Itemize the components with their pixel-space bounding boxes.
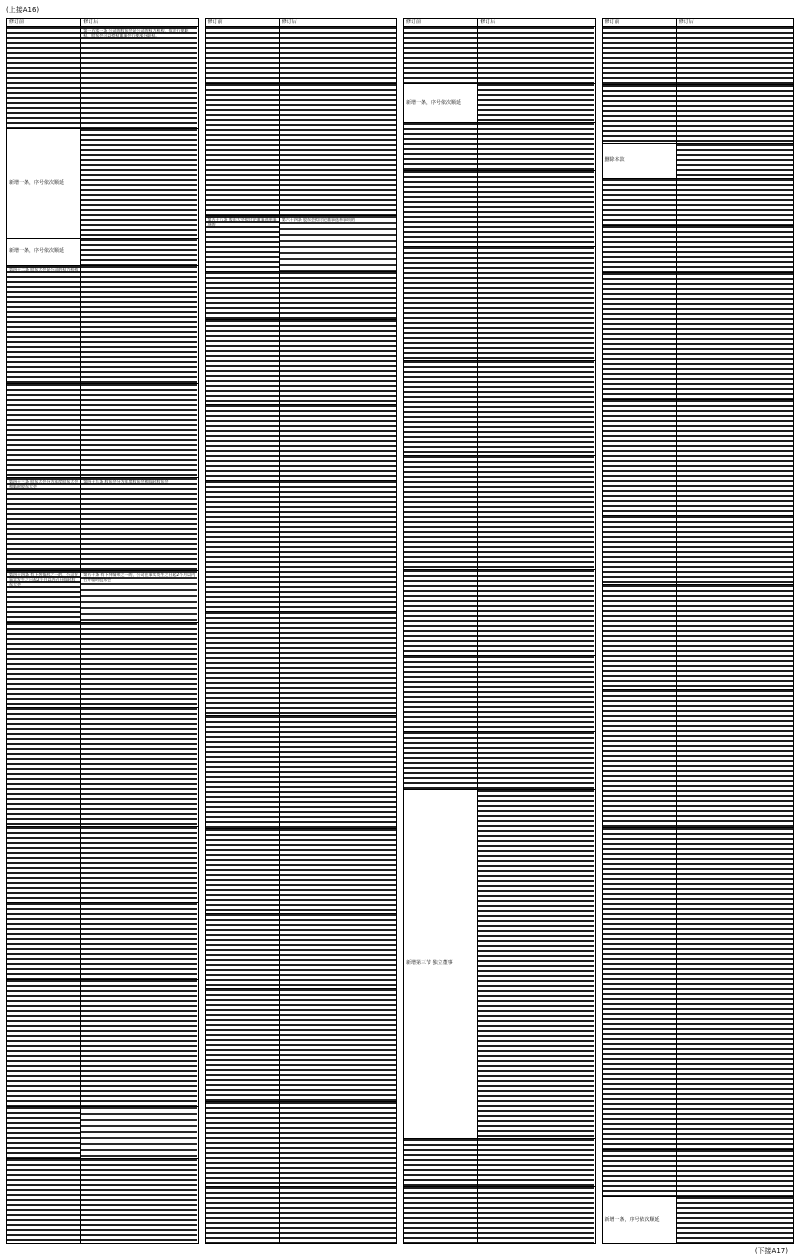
table-header: [7, 19, 198, 27]
cell-before-revision: [206, 716, 280, 828]
table-row: [206, 989, 397, 1102]
table-row: [603, 1150, 794, 1197]
cell-after-revision: [677, 585, 793, 688]
table-row: [206, 829, 397, 914]
cell-after-revision: [478, 1187, 594, 1243]
cell-after-revision: [677, 85, 793, 142]
comparison-table-2: [205, 18, 398, 1244]
cell-before-revision: [603, 27, 677, 84]
cell-after-revision: [280, 27, 396, 83]
cell-after-revision: [677, 516, 793, 585]
cell-before-revision: [603, 1150, 677, 1196]
cell-after-revision: [81, 827, 197, 903]
table-row: [206, 716, 397, 829]
table-row: [7, 903, 198, 980]
cell-after-revision: [478, 27, 594, 83]
table-row: [206, 1187, 397, 1243]
cell-after-revision: [478, 456, 594, 569]
cell-after-revision: [81, 903, 197, 979]
cell-after-revision: [280, 829, 396, 913]
cell-after-revision: [280, 320, 396, 404]
table-row: [603, 400, 794, 516]
cell-before-revision: [7, 980, 81, 1106]
cell-before-revision: [404, 456, 478, 569]
cell-before-revision: [404, 247, 478, 360]
cell-before-revision: [404, 27, 478, 83]
cell-before-revision: 第四十三条 股东大会分为年度股东大会和临时股东大会: [7, 478, 81, 571]
cell-after-revision: [81, 266, 197, 384]
header-before-revision: 修订前: [603, 19, 677, 26]
comparison-table-1: [6, 18, 199, 1244]
cell-after-revision: [478, 361, 594, 455]
cell-before-revision: [7, 1107, 81, 1157]
cell-before-revision: [404, 1187, 478, 1243]
table-row: [7, 478, 198, 572]
table-row: [404, 361, 595, 456]
cell-before-revision: [603, 179, 677, 225]
table-row: [206, 612, 397, 716]
cell-before-revision: [7, 903, 81, 979]
table-row: [404, 247, 595, 361]
table-row: [206, 481, 397, 613]
table-row: [206, 272, 397, 320]
cell-before-revision: [603, 585, 677, 688]
cell-before-revision: 新增一条，序号依次顺延: [7, 239, 81, 264]
cell-after-revision: [280, 716, 396, 828]
cell-before-revision: [206, 914, 280, 989]
table-row: [603, 585, 794, 689]
cell-after-revision: [478, 84, 594, 122]
table-row: [404, 656, 595, 732]
table-row: [603, 144, 794, 179]
cell-before-revision: [206, 405, 280, 480]
cell-after-revision: [478, 171, 594, 246]
table-row: [206, 320, 397, 405]
cell-before-revision: [404, 732, 478, 788]
header-after-revision: 修订后: [480, 19, 496, 25]
table-row: [7, 129, 198, 239]
cell-before-revision: 删除本款: [603, 144, 677, 178]
cell-before-revision: [404, 361, 478, 455]
header-before-revision: 修订前: [206, 19, 280, 26]
cell-before-revision: [603, 400, 677, 515]
cell-before-revision: [404, 656, 478, 731]
table-row: [7, 1159, 198, 1243]
cell-before-revision: 新增一条，序号依次顺延: [404, 84, 478, 122]
cell-before-revision: [206, 1187, 280, 1243]
table-row: [7, 623, 198, 708]
cell-after-revision: [280, 405, 396, 480]
cell-after-revision: [81, 708, 197, 826]
table-row: [7, 266, 198, 385]
cell-before-revision: [7, 384, 81, 477]
cell-before-revision: 第四十四条 有下列情形之一的，公司在事实发生之日起2个月以内召开临时股东大会: [7, 571, 81, 621]
table-row: [206, 84, 397, 216]
cell-before-revision: [206, 989, 280, 1101]
cell-after-revision: [677, 27, 793, 84]
cell-before-revision: [603, 516, 677, 585]
cell-before-revision: [404, 570, 478, 655]
cell-after-revision: [478, 123, 594, 170]
cell-before-revision: [603, 828, 677, 1149]
comparison-table-3: [403, 18, 596, 1244]
cell-after-revision: [280, 1187, 396, 1243]
table-row: [603, 27, 794, 85]
cell-before-revision: [206, 829, 280, 913]
cell-before-revision: [7, 623, 81, 707]
cell-after-revision: [677, 690, 793, 828]
cell-before-revision: [206, 612, 280, 715]
cell-after-revision: [280, 1102, 396, 1186]
cell-before-revision: [206, 481, 280, 612]
table-row: [404, 84, 595, 123]
cell-before-revision: [404, 171, 478, 246]
cell-after-revision: [81, 384, 197, 477]
table-row: [404, 570, 595, 656]
table-row: [206, 914, 397, 990]
cell-after-revision: [677, 1150, 793, 1196]
cell-before-revision: [206, 1102, 280, 1186]
cell-after-revision: [280, 481, 396, 612]
table-row: [603, 273, 794, 400]
cell-before-revision: 第五十八条 股东大会拟讨论董事选举事项的: [206, 216, 280, 272]
cell-before-revision: [404, 123, 478, 170]
cell-after-revision: [478, 1139, 594, 1186]
table-row: [7, 827, 198, 904]
continued-on-label: (下接A17): [754, 1247, 788, 1255]
cell-after-revision: [677, 179, 793, 225]
cell-before-revision: [603, 273, 677, 399]
cell-after-revision: [280, 914, 396, 989]
cell-after-revision: [478, 570, 594, 655]
table-header: [603, 19, 794, 27]
cell-before-revision: [206, 272, 280, 319]
cell-after-revision: 第一百零一条 公司的股东会是公司的权力机构，依法行使职权，股东会可以授权董事会行使部分职权。: [81, 27, 197, 128]
header-before-revision: 修订前: [404, 19, 478, 26]
cell-after-revision: 第六十四条 股东会拟讨论董事选举事项的: [280, 216, 396, 272]
cell-before-revision: [7, 1159, 81, 1243]
table-row: [404, 732, 595, 789]
cell-before-revision: [206, 27, 280, 83]
table-row: [7, 1107, 198, 1158]
cell-after-revision: [677, 144, 793, 178]
cell-after-revision: [478, 790, 594, 1138]
table-header: [206, 19, 397, 27]
cell-before-revision: [206, 320, 280, 404]
table-row: [404, 456, 595, 570]
table-row: [603, 1197, 794, 1243]
comparison-table-4: [602, 18, 795, 1244]
cell-after-revision: [81, 623, 197, 707]
revision-comparison-columns: [6, 18, 794, 1244]
table-row: [404, 171, 595, 247]
cell-after-revision: [677, 226, 793, 272]
cell-before-revision: [206, 84, 280, 215]
cell-before-revision: [603, 690, 677, 828]
table-row: [603, 516, 794, 586]
page-footer: [755, 1247, 788, 1256]
cell-after-revision: [81, 239, 197, 264]
header-before-revision: 修订前: [7, 19, 81, 26]
table-row: [7, 980, 198, 1107]
table-row: [7, 571, 198, 622]
cell-before-revision: 新增一条，序号依次顺延: [603, 1197, 677, 1243]
cell-before-revision: [7, 708, 81, 826]
cell-after-revision: [280, 272, 396, 319]
cell-before-revision: [603, 226, 677, 272]
header-after-revision: 修订后: [83, 19, 99, 25]
cell-after-revision: [81, 980, 197, 1106]
cell-after-revision: [478, 732, 594, 788]
table-row: [603, 226, 794, 273]
cell-after-revision: [478, 247, 594, 360]
table-header: [404, 19, 595, 27]
header-after-revision: 修订后: [678, 19, 694, 25]
cell-after-revision: [81, 129, 197, 238]
cell-after-revision: [677, 273, 793, 399]
table-row: [7, 239, 198, 265]
cell-after-revision: [280, 612, 396, 715]
table-row: [404, 123, 595, 171]
cell-before-revision: [7, 27, 81, 128]
table-row: [7, 708, 198, 827]
table-row: [206, 405, 397, 481]
cell-after-revision: [81, 1107, 197, 1157]
table-row: [206, 27, 397, 84]
table-row: [404, 27, 595, 84]
table-row: [603, 828, 794, 1150]
table-row: [7, 27, 198, 129]
continued-from-label: (上接A16): [6, 6, 40, 14]
cell-after-revision: [677, 1197, 793, 1243]
cell-after-revision: [677, 828, 793, 1149]
cell-after-revision: [81, 1159, 197, 1243]
table-row: [603, 85, 794, 143]
cell-after-revision: 第四十九条 股东会分为年度股东会和临时股东会: [81, 478, 197, 571]
table-row: [404, 790, 595, 1139]
cell-before-revision: [404, 1139, 478, 1186]
table-row: [7, 384, 198, 478]
table-row: [603, 179, 794, 226]
header-after-revision: 修订后: [281, 19, 297, 25]
cell-after-revision: 第五十条 有下列情形之一的，公司在事实发生之日起2个月以内召开临时股东会: [81, 571, 197, 621]
cell-before-revision: 新增一条，序号依次顺延: [7, 129, 81, 238]
table-row: [404, 1139, 595, 1187]
table-row: [206, 1102, 397, 1187]
table-row: [206, 216, 397, 273]
table-row: [603, 690, 794, 829]
cell-before-revision: [7, 827, 81, 903]
cell-after-revision: [280, 84, 396, 215]
page-header: [6, 6, 39, 15]
cell-before-revision: [603, 85, 677, 142]
cell-after-revision: [478, 656, 594, 731]
cell-before-revision: 第四十二条 股东大会是公司的权力机构: [7, 266, 81, 384]
table-row: [404, 1187, 595, 1243]
cell-after-revision: [677, 400, 793, 515]
cell-before-revision: 新增第三节 独立董事: [404, 790, 478, 1138]
cell-after-revision: [280, 989, 396, 1101]
